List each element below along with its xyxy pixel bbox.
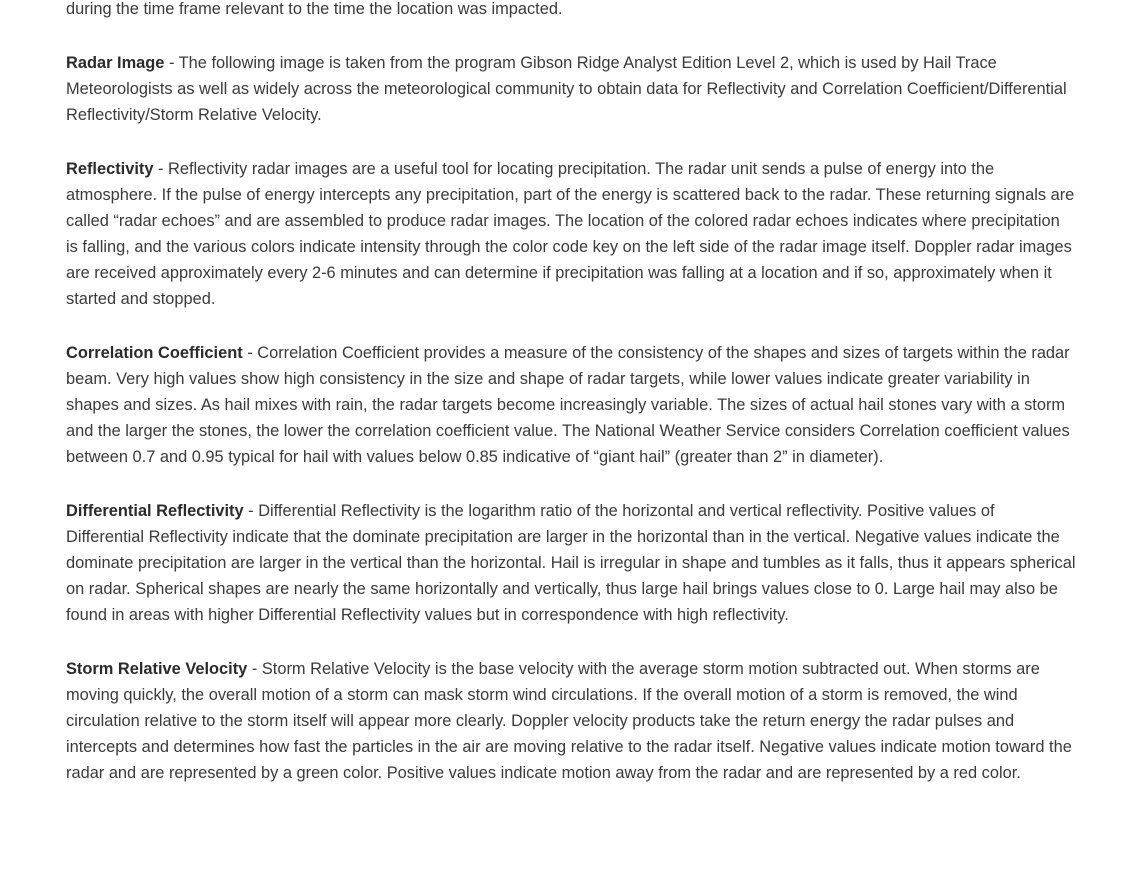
section-storm-relative-velocity xyxy=(66,656,1076,786)
section-body: - The following image is taken from the program Gibson Ridge Analyst Edition Level 2, which is used by Hail Trace Meteorologists as well as widely across the meteorological community to obtain data for Reflectivity and Correlation Coefficient/Differential Reflectivity/Storm Relative Velocity. xyxy=(66,54,1067,124)
section-body: - Storm Relative Velocity is the base velocity with the average storm motion subtracted out. When storms are moving quickly, the overall motion of a storm can mask storm wind circulations. If the overall motion of a storm is removed, the wind circulation relative to the storm itself will appear more clearly. Doppler velocity products take the return energy the radar pulses and intercepts and determines how fast the particles in the air are moving relative to the radar itself. Negative values indicate motion toward the radar and are represented by a green color. Positive values indicate motion away from the radar and are represented by a red color. xyxy=(66,660,1072,782)
intro-paragraph-tail: during the time frame relevant to the time the location was impacted. xyxy=(66,0,563,18)
section-differential-reflectivity xyxy=(66,498,1076,628)
section-correlation-coefficient xyxy=(66,340,1076,470)
section-term: Reflectivity xyxy=(66,160,154,178)
section-radar-image xyxy=(66,50,1076,128)
section-term: Radar Image xyxy=(66,54,165,72)
section-term: Correlation Coefficient xyxy=(66,344,243,362)
section-body: - Reflectivity radar images are a useful tool for locating precipitation. The radar unit sends a pulse of energy into the atmosphere. If the pulse of energy intercepts any precipitation, part of the energy is scattered back to the radar. These returning signals are called “radar echoes” and are assembled to produce radar images. The location of the colored radar echoes indicates where precipitation is falling, and the various colors indicate intensity through the color code key on the left side of the radar image itself. Doppler radar images are received approximately every 2-6 minutes and can determine if precipitation was falling at a location and if so, approximately when it started and stopped. xyxy=(66,160,1075,308)
section-body: - Correlation Coefficient provides a measure of the consistency of the shapes and sizes of targets within the radar beam. Very high values show high consistency in the size and shape of radar targets, while lower values indicate greater variability in shapes and sizes. As hail mixes with rain, the radar targets become increasingly variable. The sizes of actual hail stones vary with a storm and the larger the stones, the lower the correlation coefficient value. The National Weather Service considers Correlation coefficient values between 0.7 and 0.95 typical for hail with values below 0.85 indicative of “giant hail” (greater than 2” in diameter). xyxy=(66,344,1070,466)
section-term: Differential Reflectivity xyxy=(66,502,244,520)
section-term: Storm Relative Velocity xyxy=(66,660,248,678)
report-document xyxy=(66,0,1076,814)
section-reflectivity xyxy=(66,156,1076,312)
section-body: - Differential Reflectivity is the logarithm ratio of the horizontal and vertical reflectivity. Positive values of Differential Reflectivity indicate that the dominate precipitation are larger in the horizontal than in the vertical. Negative values indicate the dominate precipitation are larger in the vertical than the horizontal. Hail is irregular in shape and tumbles as it falls, thus it appears spherical on radar. Spherical shapes are nearly the same horizontally and vertically, thus large hail brings values close to 0. Large hail may also be found in areas with higher Differential Reflectivity values but in correspondence with high reflectivity. xyxy=(66,502,1076,624)
